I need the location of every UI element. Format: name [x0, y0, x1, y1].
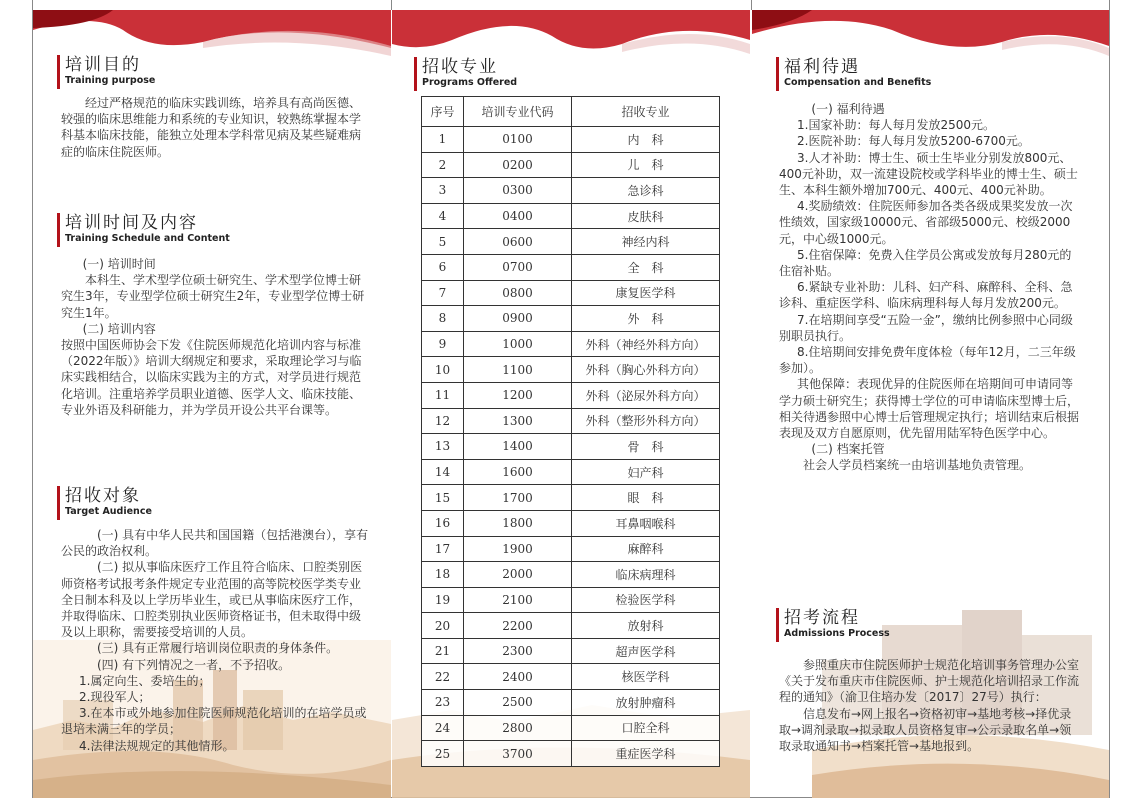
program-code: 0100	[464, 127, 572, 153]
row-number: 13	[422, 434, 464, 460]
table-row	[422, 485, 720, 511]
table-row	[422, 741, 720, 767]
row-number: 16	[422, 510, 464, 536]
row-number: 25	[422, 741, 464, 767]
table-row	[422, 357, 720, 383]
list-item: 其他保障：表现优异的住院医师在培期间可申请同等学力硕士研究生；获得博士学位的可申请临床型博士后，相关待遇参照中心博士后管理规定执行；培训结束后根据表现及双方自愿原则，优先留用陆军特色医学中心。	[779, 377, 1080, 441]
paragraph: 社会人学员档案统一由培训基地负责管理。	[803, 458, 1032, 473]
title-en: Target Audience	[65, 506, 152, 517]
program-name: 外 科	[572, 306, 720, 332]
table-header-row	[422, 97, 720, 127]
subheading: (一) 培训时间	[82, 257, 156, 271]
row-number: 4	[422, 203, 464, 229]
program-name: 眼 科	[572, 485, 720, 511]
row-number: 9	[422, 331, 464, 357]
subheading: (二) 档案托管	[811, 442, 885, 457]
program-name: 放射肿瘤科	[572, 690, 720, 716]
title-en: Admissions Process	[784, 628, 890, 639]
program-name: 超声医学科	[572, 638, 720, 664]
program-code: 1200	[464, 382, 572, 408]
table-row	[422, 203, 720, 229]
program-name: 急诊科	[572, 178, 720, 204]
program-name: 麻醉科	[572, 536, 720, 562]
list-item: 4.法律法规规定的其他情形。	[79, 738, 235, 753]
row-number: 5	[422, 229, 464, 255]
table-row	[422, 331, 720, 357]
section-title-schedule	[57, 213, 230, 247]
column-header: 序号	[422, 97, 464, 127]
panel-benefits	[752, 0, 1109, 798]
program-name: 放射科	[572, 613, 720, 639]
row-number: 22	[422, 664, 464, 690]
program-code: 1600	[464, 459, 572, 485]
table-row	[422, 408, 720, 434]
program-name: 口腔全科	[572, 715, 720, 741]
program-code: 0900	[464, 306, 572, 332]
list-item: 3.人才补助：博士生、硕士生毕业分别发放800元、400元补助，双一流建设院校或学科毕业的博士生、硕士生、本科生额外增加700元、400元、400元补助。	[779, 150, 1078, 198]
programs-table	[421, 96, 720, 767]
program-code: 0700	[464, 254, 572, 280]
subheading: (一) 福利待遇	[811, 102, 885, 116]
program-code: 0800	[464, 280, 572, 306]
row-number: 20	[422, 613, 464, 639]
table-row	[422, 562, 720, 588]
row-number: 17	[422, 536, 464, 562]
program-name: 核医学科	[572, 664, 720, 690]
title-en: Training Schedule and Content	[65, 233, 230, 244]
program-name: 重症医学科	[572, 741, 720, 767]
program-code: 1100	[464, 357, 572, 383]
table-row	[422, 127, 720, 153]
title-zh: 培训时间及内容	[65, 213, 198, 233]
section-title-target	[57, 486, 152, 520]
program-name: 临床病理科	[572, 562, 720, 588]
program-name: 骨 科	[572, 434, 720, 460]
program-name: 神经内科	[572, 229, 720, 255]
column-header: 培训专业代码	[464, 97, 572, 127]
program-code: 2800	[464, 715, 572, 741]
list-item: (四) 有下列情况之一者，不予招收。	[97, 657, 291, 672]
table-row	[422, 280, 720, 306]
column-header: 招收专业	[572, 97, 720, 127]
list-item: 5.住宿保障：免费入住学员公寓或发放每月280元的住宿补贴。	[779, 247, 1072, 279]
program-name: 妇产科	[572, 459, 720, 485]
program-code: 2200	[464, 613, 572, 639]
program-code: 3700	[464, 741, 572, 767]
row-number: 24	[422, 715, 464, 741]
table-row	[422, 510, 720, 536]
program-name: 儿 科	[572, 152, 720, 178]
program-code: 1400	[464, 434, 572, 460]
subheading: (二) 培训内容	[82, 321, 156, 336]
program-name: 全 科	[572, 254, 720, 280]
paragraph: 本科生、学术型学位硕士研究生、学术型学位博士研究生3年，专业型学位硕士研究生2年，专业型学位博士研究生1年。	[61, 273, 365, 320]
program-code: 2100	[464, 587, 572, 613]
row-number: 12	[422, 408, 464, 434]
program-name: 外科（泌尿外科方向）	[572, 382, 720, 408]
table-row	[422, 715, 720, 741]
title-en: Training purpose	[65, 75, 156, 86]
row-number: 8	[422, 306, 464, 332]
panel-training	[33, 0, 391, 798]
training-purpose-text	[61, 95, 367, 160]
program-code: 1900	[464, 536, 572, 562]
program-code: 0200	[464, 152, 572, 178]
list-item: 1.属定向生、委培生的；	[79, 673, 211, 688]
table-row	[422, 434, 720, 460]
program-code: 2400	[464, 664, 572, 690]
title-zh: 培训目的	[65, 55, 141, 75]
title-en: Programs Offered	[422, 77, 518, 88]
list-item: 6.紧缺专业补助：儿科、妇产科、麻醉科、全科、急诊科、重症医学科、临床病理科每人每月发放200元。	[779, 280, 1073, 311]
table-row	[422, 254, 720, 280]
section-title-training-purpose	[57, 55, 155, 89]
table-row	[422, 459, 720, 485]
table-row	[422, 587, 720, 613]
table-row	[422, 382, 720, 408]
list-item: 8.住培期间安排免费年度体检（每年12月，二三年级参加）。	[779, 345, 1076, 376]
program-code: 1000	[464, 331, 572, 357]
table-row	[422, 690, 720, 716]
row-number: 2	[422, 152, 464, 178]
program-name: 皮肤科	[572, 203, 720, 229]
process-flow: 信息发布→网上报名→资格初审→基地考核→择优录取→调剂录取→拟录取人员资格复审→公示录取名单→领取录取通知书→档案托管→基地报到。	[779, 706, 1072, 754]
row-number: 19	[422, 587, 464, 613]
program-name: 内 科	[572, 127, 720, 153]
program-name: 康复医学科	[572, 280, 720, 306]
row-number: 10	[422, 357, 464, 383]
list-item: 7.在培期间享受“五险一金”，缴纳比例参照中心同级别职员执行。	[779, 312, 1073, 343]
table-row	[422, 536, 720, 562]
program-code: 1300	[464, 408, 572, 434]
table-row	[422, 638, 720, 664]
list-item: (三) 具有正常履行培训岗位职责的身体条件。	[97, 641, 339, 656]
row-number: 23	[422, 690, 464, 716]
program-code: 2300	[464, 638, 572, 664]
title-zh: 招收对象	[65, 486, 141, 506]
title-zh: 福利待遇	[784, 57, 860, 77]
paragraph: 参照重庆市住院医师护士规范化培训事务管理办公室《关于发布重庆市住院医师、护士规范化培训招录工作流程的通知》（渝卫住培办发〔2017〕27号）执行：	[779, 658, 1080, 705]
row-number: 6	[422, 254, 464, 280]
program-code: 1700	[464, 485, 572, 511]
row-number: 1	[422, 127, 464, 153]
list-item: 3.在本市或外地参加住院医师规范化培训的在培学员或退培未满三年的学员；	[61, 706, 367, 737]
program-code: 0400	[464, 203, 572, 229]
row-number: 3	[422, 178, 464, 204]
paragraph: 经过严格规范的临床实践训练，培养具有高尚医德、较强的临床思维能力和系统的专业知识，较熟练掌握本学科基本临床技能，能独立处理本学科常见病及某些疑难病症的临床住院医师。	[61, 96, 362, 159]
program-code: 2000	[464, 562, 572, 588]
benefits-text	[779, 101, 1081, 474]
title-zh: 招考流程	[784, 608, 860, 628]
list-item: (二) 拟从事临床医疗工作且符合临床、口腔类别医师资格考试报考条件规定专业范围的高等院校医学类专业全日制本科及以上学历毕业生，或已从事临床医疗工作，并取得临床、口腔类别执业医师资格证书，但未取得中级及以上职称，需要接受培训的人员。	[61, 560, 363, 640]
program-name: 外科（胸心外科方向）	[572, 357, 720, 383]
row-number: 15	[422, 485, 464, 511]
list-item: 4.奖励绩效：住院医师参加各类各级成果奖发放一次性绩效，国家级10000元、省部级5000元、校级2000元，中心级1000元。	[779, 199, 1073, 246]
row-number: 18	[422, 562, 464, 588]
title-zh: 招收专业	[422, 57, 498, 77]
section-title-admissions	[776, 608, 890, 642]
program-code: 0300	[464, 178, 572, 204]
list-item: 2.医院补助：每人每月发放5200-6700元。	[797, 134, 1030, 149]
header-swoosh	[392, 0, 750, 60]
section-title-programs	[414, 57, 517, 91]
schedule-text	[61, 256, 369, 418]
row-number: 21	[422, 638, 464, 664]
header-swoosh	[752, 0, 1109, 60]
paragraph: 按照中国医师协会下发《住院医师规范化培训内容与标准（2022年版）》培训大纲规定和要求，采取理论学习与临床实践相结合，以临床实践为主的方式，对学员进行规范化培训。注重培养学员职业道德、医学人文、临床技能、专业外语及科研能力，并为学员开设公共平台课等。	[61, 338, 362, 417]
table-row	[422, 152, 720, 178]
table-row	[422, 178, 720, 204]
program-name: 外科（整形外科方向）	[572, 408, 720, 434]
program-name: 检验医学科	[572, 587, 720, 613]
program-code: 2500	[464, 690, 572, 716]
program-code: 1800	[464, 510, 572, 536]
table-row	[422, 664, 720, 690]
target-text	[61, 527, 369, 754]
header-swoosh	[33, 0, 391, 60]
list-item: 1.国家补助：每人每月发放2500元。	[797, 118, 995, 133]
row-number: 7	[422, 280, 464, 306]
section-title-benefits	[776, 57, 931, 91]
program-name: 外科（神经外科方向）	[572, 331, 720, 357]
table-row	[422, 229, 720, 255]
table-row	[422, 613, 720, 639]
row-number: 11	[422, 382, 464, 408]
program-name: 耳鼻咽喉科	[572, 510, 720, 536]
list-item: 2.现役军人；	[79, 690, 151, 705]
admissions-text	[779, 657, 1083, 754]
list-item: (一) 具有中华人民共和国国籍（包括港澳台），享有公民的政治权利。	[61, 528, 369, 559]
program-code: 0600	[464, 229, 572, 255]
row-number: 14	[422, 459, 464, 485]
title-en: Compensation and Benefits	[784, 77, 932, 88]
table-row	[422, 306, 720, 332]
